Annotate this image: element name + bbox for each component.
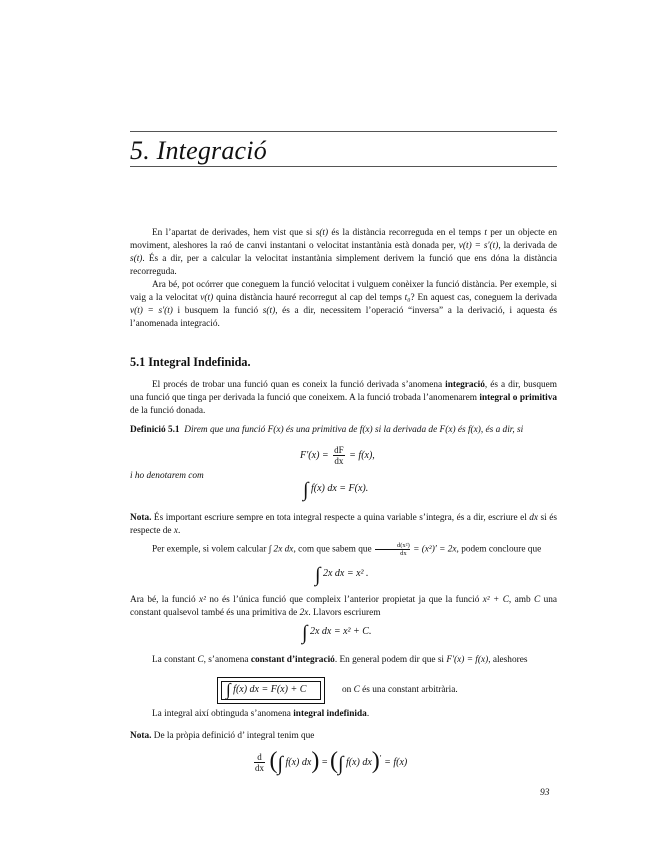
integral-sign: ∫ (337, 752, 344, 775)
fraction-d-dx: $\frac{d}{dx}$ (255, 752, 264, 773)
primitive-paragraph: Ara bé, la funció x² no és l’única funció que compleix l’anterior propietat ja que la funció x² + C, amb C una constant qualsevol també és una primitiva de 2x. Llavors escriurem (130, 595, 558, 618)
equation-derivative-of-integral: $\frac{d}{dx}$ (∫ f(x) dx) = (∫ f(x) dx)′ = f(x) (255, 747, 408, 775)
equation-integral-definition: ∫ f(x) dx = F(x). (303, 479, 369, 501)
bottom-rule (130, 166, 557, 167)
equation-2x-plus-c: ∫ 2x dx = x² + C. (302, 622, 372, 644)
indefinite-integral-text: La integral així obtinguda s’anomena integral indefinida. (152, 709, 370, 719)
denote-text: i ho denotarem com (130, 471, 204, 481)
section-paragraph: El procés de trobar una funció quan es coneix la funció derivada s’anomena integració, és a dir, busquem una funció que tinga per derivada la funció que coneixem. A la funció trobada l’anomenarem integral o primitiva de la funció donada. (130, 380, 558, 416)
fraction-dx2-dx: $\frac{\text{d(x²)}}{dx}$ (375, 542, 410, 557)
chapter-title: 5. Integració (130, 136, 267, 165)
equation-2x: ∫ 2x dx = x² . (315, 564, 369, 586)
definition: Definició 5.1 Direm que una funció F(x) és una primitiva de f(x) si la derivada de F(x) és f(x), és a dir, si (130, 425, 524, 435)
integral-sign: ∫ (277, 752, 283, 775)
equation-derivative: F′(x) = $\frac{dF}{dx}$ = f(x), (300, 445, 375, 466)
integral-sign: ∫ (302, 622, 308, 644)
page-number: 93 (540, 788, 550, 798)
section-title: 5.1 Integral Indefinida. (130, 355, 251, 369)
top-rule (130, 131, 557, 132)
boxed-note: on C és una constant arbitrària. (342, 685, 458, 695)
integral-sign: ∫ (226, 680, 231, 699)
example-paragraph: Per exemple, si volem calcular ∫ 2x dx, com que sabem que $\frac{\text{d(x²)}}{dx}$ = (x²)′ = 2x, podem concloure que (152, 542, 542, 557)
integral-sign: ∫ (303, 479, 309, 501)
integral-sign: ∫ (315, 564, 321, 586)
intro-paragraph-2: Ara bé, pot ocórrer que coneguem la funció velocitat i vulguem conèixer la funció distància. Per exemple, si vaig a la velocitat v(t) quina distància hauré recorregut al cap del temps t₀? En aquest cas, coneguem la derivada v(t) = s′(t) i busquem la funció s(t), és a dir, necessitem l’operació “inversa” a la derivació, i aquesta és l’anomenada integració. (130, 280, 557, 329)
note-2: Nota. De la pròpia definició d’ integral tenim que (130, 731, 315, 741)
definition-label: Definició 5.1 (130, 425, 180, 435)
boxed-equation: ∫ f(x) dx = F(x) + C (217, 677, 325, 704)
constant-paragraph: La constant C, s’anomena constant d’integració. En general podem dir que si F′(x) = f(x), aleshores (152, 655, 528, 665)
note-1: Nota. És important escriure sempre en tota integral respecte a quina variable s’integra, és a dir, escriure el dx si és respecte de x. (130, 513, 557, 536)
fraction-dF-dx: $\frac{dF}{dx}$ (334, 445, 344, 466)
intro-paragraph-1: En l’apartat de derivades, hem vist que si s(t) és la distància recorreguda en el temps t per un objecte en moviment, aleshores la raó de canvi instantani o velocitat instantània està donada per, v(t) = s′(t), la derivada de s(t). És a dir, per a calcular la velocitat instantània simplement derivem la funció que ens dóna la distància recorreguda. (130, 228, 558, 277)
